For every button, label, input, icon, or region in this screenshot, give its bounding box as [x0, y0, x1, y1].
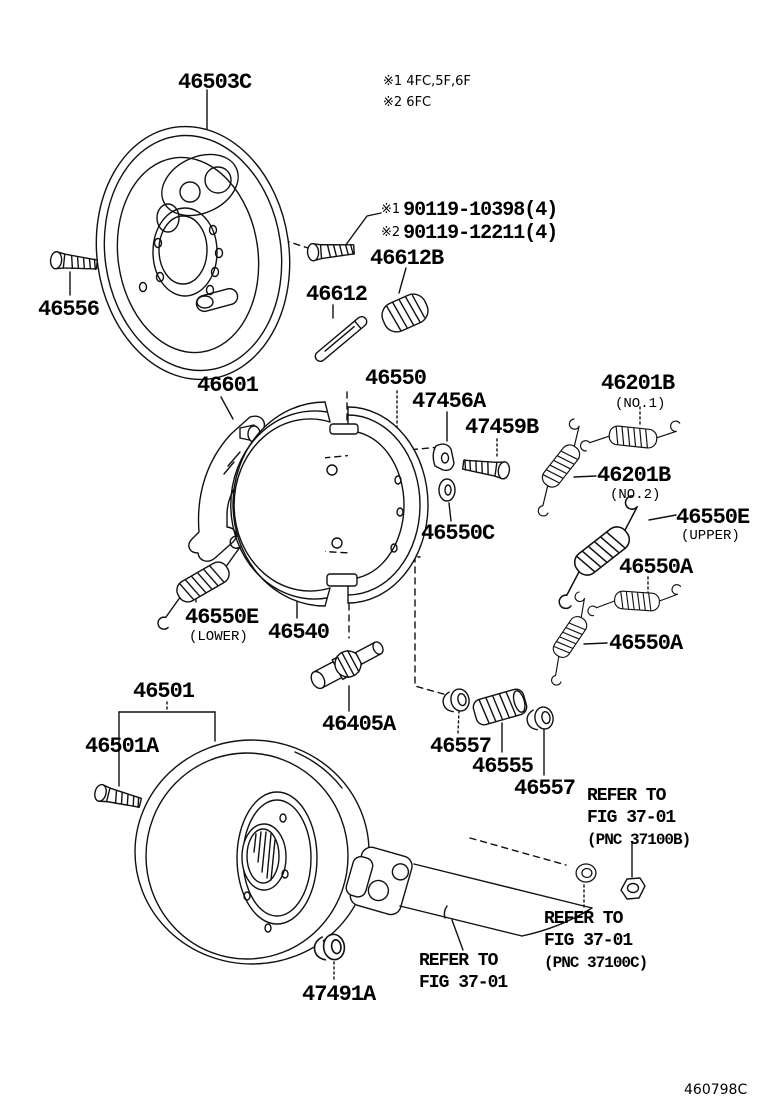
bolt-46556-drawing [50, 251, 98, 273]
part-label-46201B-no2: 46201B [597, 463, 671, 488]
part-label-47491A: 47491A [302, 982, 376, 1007]
refer-note-propshaft [419, 950, 507, 994]
refer-line: FIG 37-01 [544, 931, 633, 951]
refer-line: FIG 37-01 [419, 973, 508, 993]
part-label-46501A: 46501A [85, 734, 159, 759]
strut-46612-drawing [313, 315, 368, 364]
part-label-46557-2: 46557 [514, 776, 576, 801]
backing-plate-drawing [80, 114, 305, 392]
note-1: ※1 4FC,5F,6F [383, 74, 471, 89]
part-label-46601: 46601 [197, 373, 259, 398]
spring-46550A-2-drawing [527, 591, 608, 687]
refer-line: REFER TO [587, 786, 666, 806]
bolt-47459B-drawing [462, 456, 510, 479]
nut-37100C-drawing [576, 864, 596, 882]
part-label-46550A-1: 46550A [619, 555, 693, 580]
part-label-47459B: 47459B [465, 415, 539, 440]
part-label-46501: 46501 [133, 679, 195, 704]
refer-line-pnc: (PNC 37100C) [544, 954, 648, 972]
part-label-47456A: 47456A [412, 389, 486, 414]
bolt-46501A-drawing [93, 783, 142, 811]
part-sublabel-upper: (UPPER) [681, 528, 740, 544]
washer-46550C-drawing [439, 479, 455, 501]
brake-shoe-assembly-drawing [231, 402, 428, 606]
fastener-callout-1 [381, 199, 557, 222]
nut-37100B-drawing [621, 878, 645, 899]
part-label-46550C: 46550C [421, 521, 495, 546]
part-label-46503C: 46503C [178, 70, 252, 95]
part-label-46550A-2: 46550A [609, 631, 683, 656]
spring-46201B-no1-drawing [580, 411, 680, 460]
cap-46557-1-drawing [441, 687, 471, 714]
part-label-46550E-lower: 46550E [185, 605, 259, 630]
spring-46550A-1-drawing [588, 579, 681, 622]
part-label-46556: 46556 [38, 297, 100, 322]
refer-note-37100C [544, 908, 647, 974]
part-label-46540: 46540 [268, 620, 330, 645]
part-label-46612: 46612 [306, 282, 368, 307]
diagram-code: 460798C [684, 1082, 748, 1098]
part-label-46557-1: 46557 [430, 734, 492, 759]
part-label-46550E-upper: 46550E [676, 505, 750, 530]
fastener-callout-2 [381, 222, 557, 245]
note-2: ※2 6FC [383, 95, 432, 110]
callout-prefix: ※2 [381, 225, 401, 240]
part-label-46612B: 46612B [370, 246, 444, 271]
cap-46557-2-drawing [525, 705, 555, 732]
callout-prefix: ※1 [381, 202, 401, 217]
refer-line: FIG 37-01 [587, 808, 676, 828]
refer-note-37100B [587, 785, 690, 851]
part-sublabel-no2: (NO.2) [610, 487, 661, 503]
callout-number: 90119-12211(4) [403, 222, 558, 245]
part-label-46405A: 46405A [322, 712, 396, 737]
part-label-46550: 46550 [365, 366, 427, 391]
part-sublabel-lower: (LOWER) [189, 629, 248, 645]
coil-46612B-drawing [378, 290, 432, 336]
part-label-46555: 46555 [472, 754, 534, 779]
cam-47456A-drawing [433, 444, 454, 470]
part-label-46201B-no1: 46201B [601, 371, 675, 396]
boot-46555-drawing [471, 687, 528, 726]
callout-number: 90119-10398(4) [403, 199, 558, 222]
part-sublabel-no1: (NO.1) [615, 396, 666, 412]
refer-line-pnc: (PNC 37100B) [587, 831, 691, 849]
refer-line: REFER TO [419, 951, 498, 971]
brake-drum-drawing [135, 740, 369, 964]
refer-line: REFER TO [544, 909, 623, 929]
